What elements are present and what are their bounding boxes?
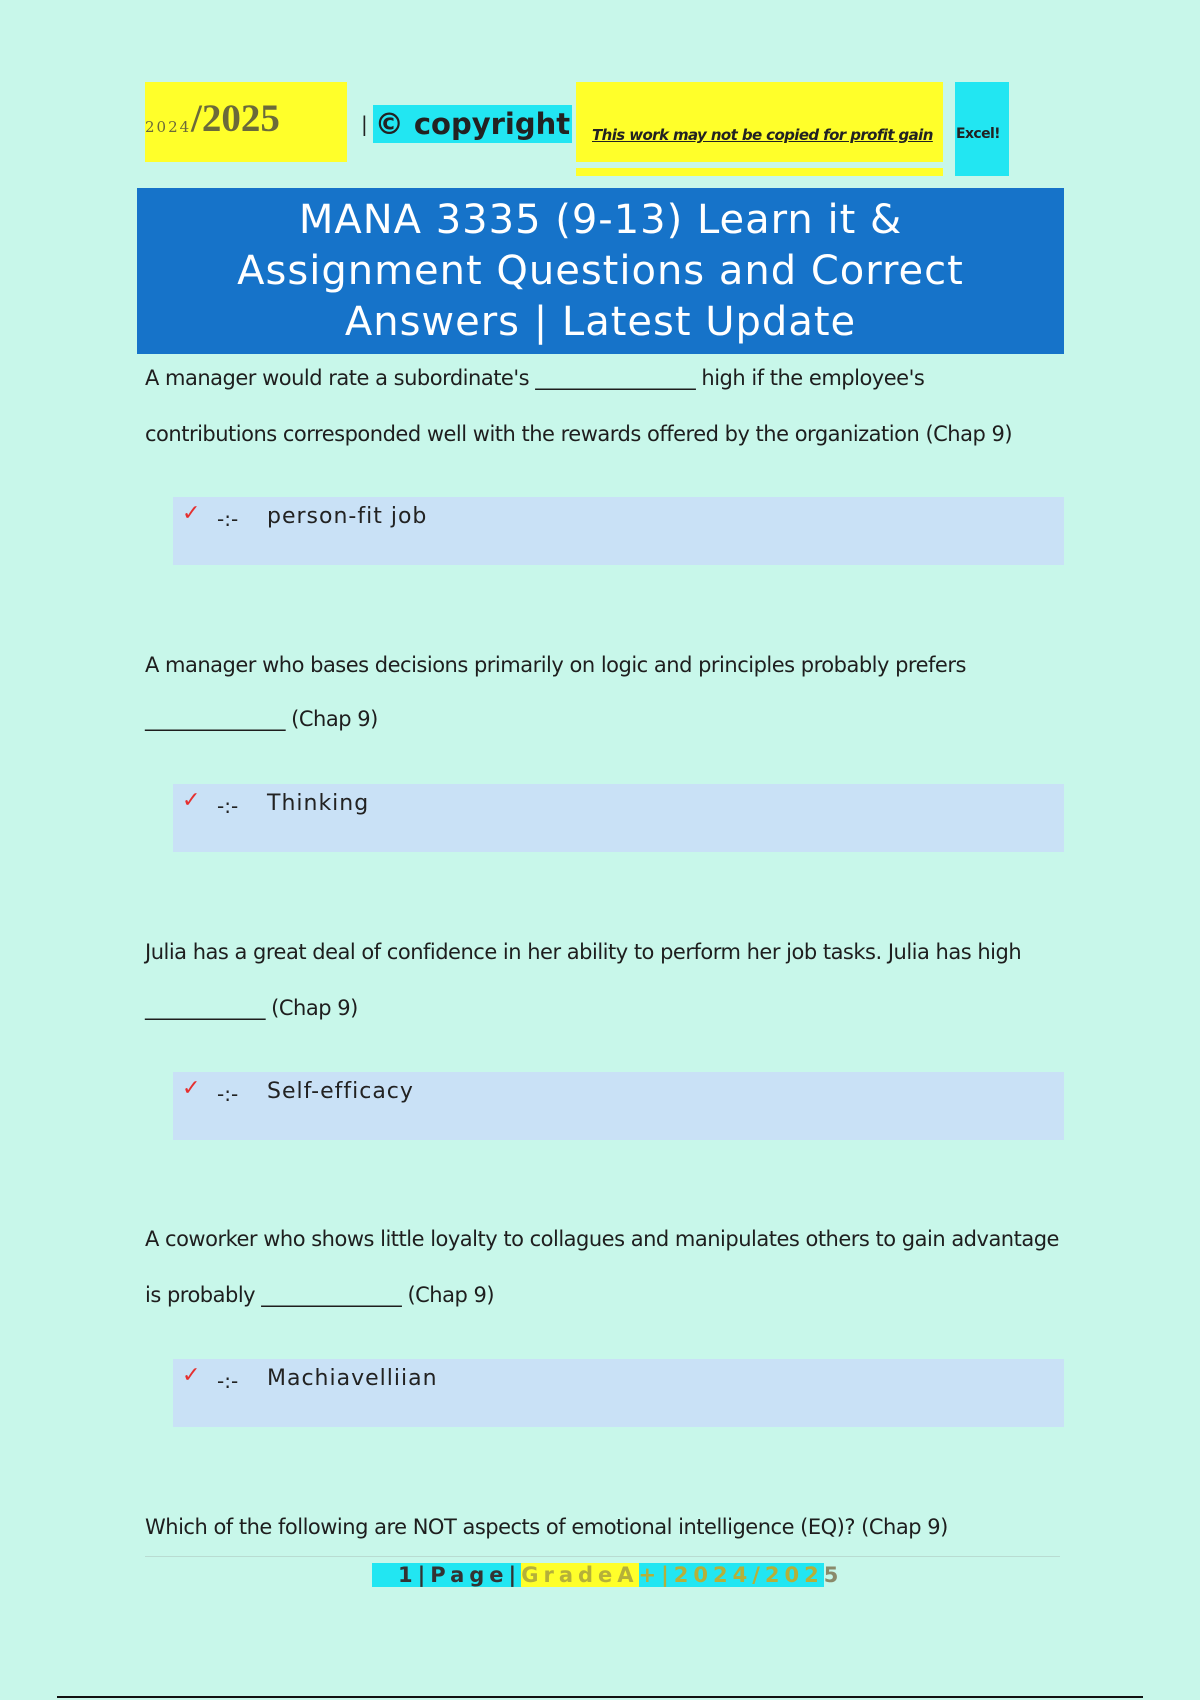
bottom-rule <box>57 1696 1143 1698</box>
question-3-line-1: Julia has a great deal of confidence in her ability to perform her job tasks. Julia has high <box>145 940 1022 964</box>
excel-text: Excel! <box>956 126 1000 142</box>
answer-prefix: -:- <box>217 794 239 818</box>
excel-badge <box>955 82 1009 176</box>
copy-notice <box>576 82 943 162</box>
footer-year: +|2024/202 <box>638 1563 824 1587</box>
page-footer <box>372 1560 843 1590</box>
answer-text-3: Self-efficacy <box>267 1079 414 1104</box>
answer-prefix: -:- <box>217 507 239 531</box>
copyright-label <box>356 104 589 144</box>
question-2-line-1: A manager who bases decisions primarily on logic and principles probably prefers <box>145 653 966 677</box>
document-title: MANA 3335 (9-13) Learn it & Assignment Questions and Correct Answers | Latest Update <box>237 196 964 345</box>
question-3-line-2: ____________ (Chap 9) <box>145 996 358 1020</box>
year-small: 2024 <box>145 118 192 136</box>
title-banner <box>137 188 1064 354</box>
answer-text-2: Thinking <box>267 791 370 816</box>
copyright-text: © copyright <box>374 107 571 141</box>
year-big: /2025 <box>191 97 280 140</box>
check-icon: ✓ <box>182 501 201 526</box>
answer-text-1: person-fit job <box>267 504 428 529</box>
question-1-line-2: contributions corresponded well with the rewards offered by the organization (Chap 9) <box>145 422 1013 446</box>
answer-prefix: -:- <box>217 1369 239 1393</box>
question-5-line-1: Which of the following are NOT aspects of emotional intelligence (EQ)? (Chap 9) <box>145 1515 948 1539</box>
question-2-line-2: ______________ (Chap 9) <box>145 707 378 731</box>
year-label <box>145 82 347 162</box>
answer-box-1 <box>173 497 1064 565</box>
answer-box-2 <box>173 784 1064 852</box>
check-icon: ✓ <box>182 1363 201 1388</box>
footer-grade: GradeA <box>521 1563 639 1587</box>
footer-divider <box>145 1556 1060 1557</box>
copy-notice-text: This work may not be copied for profit gain <box>592 126 933 144</box>
footer-page: 1|Page| <box>372 1563 521 1587</box>
answer-box-3 <box>173 1072 1064 1140</box>
footer-year-tail: 5 <box>823 1563 844 1587</box>
question-4-line-1: A coworker who shows little loyalty to collagues and manipulates others to gain advantage <box>145 1227 1059 1251</box>
notice-underline-bar <box>576 168 943 176</box>
answer-box-4 <box>173 1359 1064 1427</box>
check-icon: ✓ <box>182 788 201 813</box>
check-icon: ✓ <box>182 1076 201 1101</box>
question-4-line-2: is probably ______________ (Chap 9) <box>145 1283 495 1307</box>
question-1-line-1: A manager would rate a subordinate's ________________ high if the employee's <box>145 366 925 390</box>
answer-text-4: Machiavelliian <box>267 1366 438 1391</box>
pipe-left: | <box>361 112 368 136</box>
answer-prefix: -:- <box>217 1082 239 1106</box>
